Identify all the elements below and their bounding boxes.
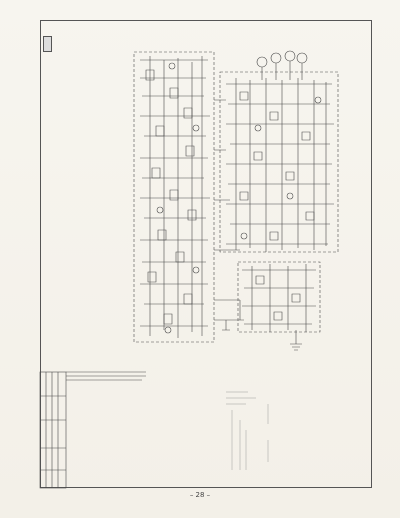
- parts-list-marks: [226, 392, 268, 470]
- interconnect-traces: [214, 100, 244, 330]
- right-board-outline: [220, 72, 338, 252]
- title-block: [40, 372, 146, 488]
- page-number: – 28 –: [189, 491, 211, 499]
- right-lower-traces: [242, 264, 316, 350]
- tube-sockets: [257, 51, 307, 80]
- right-lower-outline: [238, 262, 320, 332]
- right-board-traces: [226, 78, 334, 252]
- left-board-traces: [140, 56, 210, 338]
